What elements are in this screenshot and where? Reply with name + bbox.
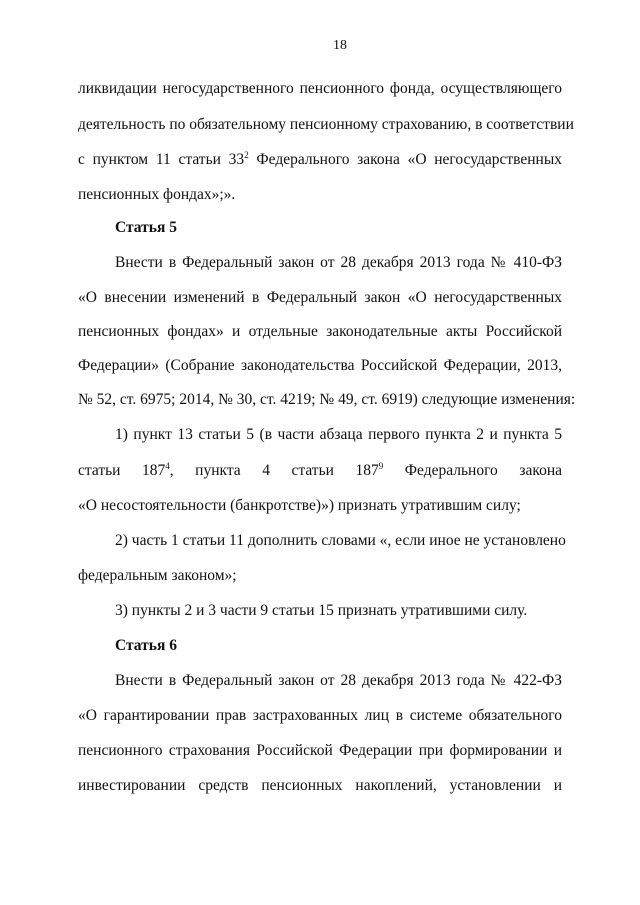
text-line: инвестировании средств пенсионных накоплений, установлении и <box>78 777 562 794</box>
text-run: , пункта 4 статьи 187 <box>169 462 379 479</box>
text-run: с пунктом 11 статьи 33 <box>78 151 245 168</box>
text-line: деятельность по обязательному пенсионному страхованию, в соответствии <box>78 116 574 133</box>
text-line: пенсионного страхования Российской Федерации при формировании и <box>78 742 562 759</box>
superscript: 2 <box>244 150 249 160</box>
text-line: Федерации» (Собрание законодательства Российской Федерации, 2013, <box>78 357 562 374</box>
superscript: 9 <box>378 461 384 471</box>
text-line: федеральным законом»; <box>78 567 237 584</box>
article-heading: Статья 5 <box>115 219 177 236</box>
text-run: Федерального закона «О негосударственных <box>248 151 562 168</box>
list-item: 3) пункты 2 и 3 части 9 статьи 15 признать утратившими силу. <box>115 602 528 619</box>
text-line: «О гарантировании прав застрахованных лиц в системе обязательного <box>78 707 562 724</box>
list-item: 1) пункт 13 статьи 5 (в части абзаца первого пункта 2 и пункта 5 <box>115 426 562 443</box>
text-line: ликвидации негосударственного пенсионного фонда, осуществляющего <box>78 80 562 97</box>
page-number: 18 <box>333 38 347 53</box>
text-line: пенсионных фондах» и отдельные законодательные акты Российской <box>78 323 562 340</box>
text-line: пенсионных фондах»;». <box>78 186 236 203</box>
text-line <box>78 150 562 170</box>
text-run: статьи 187 <box>78 462 166 479</box>
text-line: «О внесении изменений в Федеральный закон «О негосударственных <box>78 289 562 306</box>
text-line: Внести в Федеральный закон от 28 декабря 2013 года № 422-ФЗ <box>115 672 562 689</box>
text-line: № 52, ст. 6975; 2014, № 30, ст. 4219; № 49, ст. 6919) следующие изменения: <box>78 391 576 408</box>
text-line <box>78 461 562 481</box>
article-heading: Статья 6 <box>115 637 177 654</box>
list-item: 2) часть 1 статьи 11 дополнить словами «, если иное не установлено <box>115 532 566 549</box>
text-run: Федерального закона <box>383 462 562 479</box>
superscript: 4 <box>165 461 170 471</box>
text-line: Внести в Федеральный закон от 28 декабря 2013 года № 410-ФЗ <box>115 254 562 271</box>
text-line: «О несостоятельности (банкротстве)») признать утратившим силу; <box>78 497 521 514</box>
